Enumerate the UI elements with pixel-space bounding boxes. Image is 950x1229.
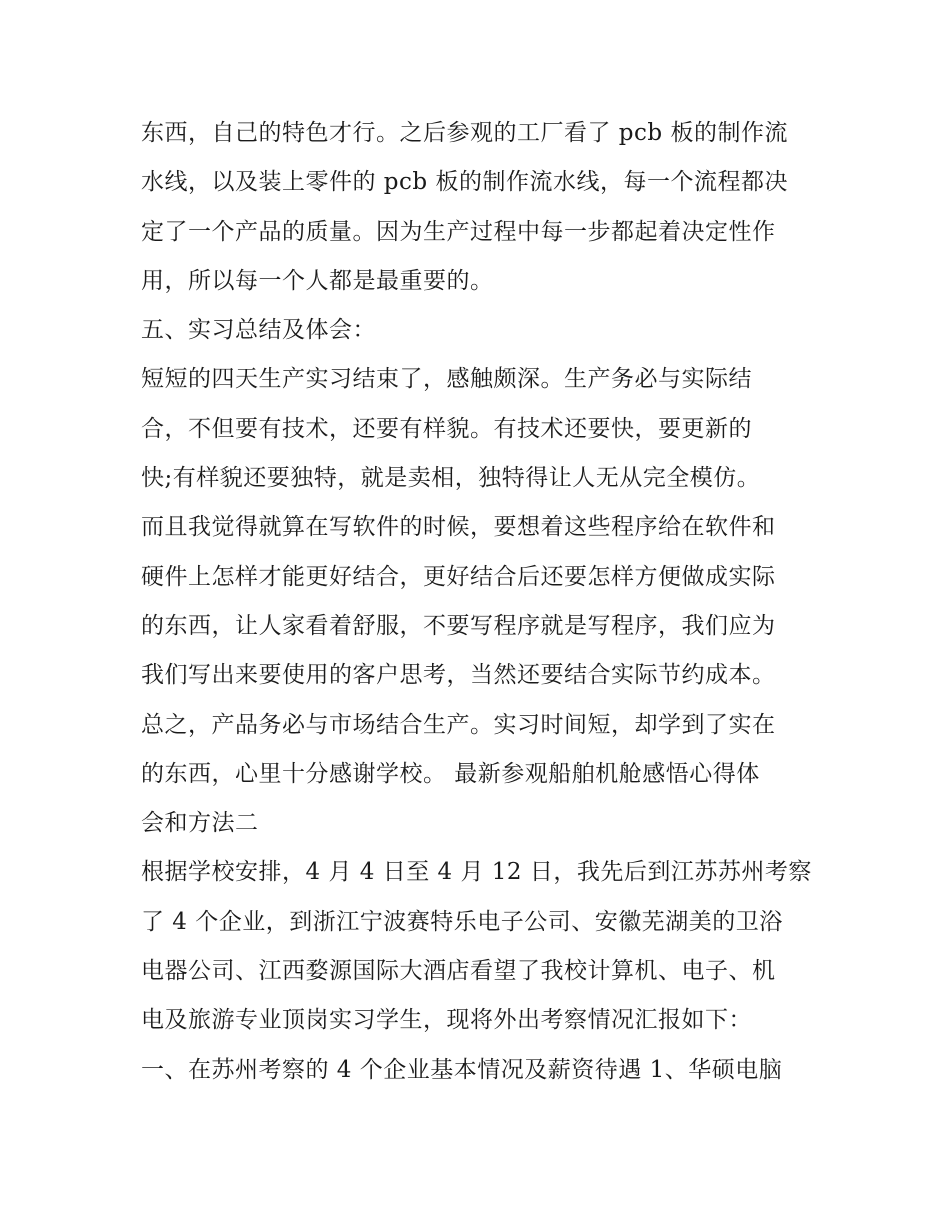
text-line-6: 短短的四天生产实习结束了，感触颇深。生产务必与实际结 xyxy=(141,366,752,393)
text-line-18: 电器公司、江西婺源国际大酒店看望了我校计算机、电子、机 xyxy=(141,958,776,985)
text-line-11: 的东西，让人家看着舒服，不要写程序就是写程序，我们应为 xyxy=(141,612,776,639)
text-line-7: 合，不但要有技术，还要有样貌。有技术还要快，要更新的 xyxy=(141,415,752,442)
text-line-10: 硬件上怎样才能更好结合，更好结合后还要怎样方便做成实际 xyxy=(141,563,776,590)
text-line-17: 了 4 个企业，到浙江宁波赛特乐电子公司、安徽芜湖美的卫浴 xyxy=(141,908,783,935)
text-line-16: 根据学校安排，4 月 4 日至 4 月 12 日，我先后到江苏苏州考察 xyxy=(141,859,812,886)
text-line-3: 定了一个产品的质量。因为生产过程中每一步都起着决定性作 xyxy=(141,218,776,245)
text-line-20: 一、在苏州考察的 4 个企业基本情况及薪资待遇 1、华硕电脑 xyxy=(141,1056,783,1083)
text-line-19: 电及旅游专业顶岗实习学生，现将外出考察情况汇报如下： xyxy=(141,1007,752,1034)
text-line-13: 总之，产品务必与市场结合生产。实习时间短，却学到了实在 xyxy=(141,711,776,738)
text-line-9: 而且我觉得就算在写软件的时候，要想着这些程序给在软件和 xyxy=(141,514,776,541)
text-line-14: 的东西，心里十分感谢学校。 最新参观船舶机舱感悟心得体 xyxy=(141,760,760,787)
text-line-4: 用，所以每一个人都是最重要的。 xyxy=(141,267,494,294)
text-line-8: 快;有样貌还要独特，就是卖相，独特得让人无从完全模仿。 xyxy=(141,465,761,492)
document-body xyxy=(141,109,831,1095)
text-line-15: 会和方法二 xyxy=(141,810,259,837)
section-heading: 五、实习总结及体会： xyxy=(141,317,376,344)
text-line-1: 东西，自己的特色才行。之后参观的工厂看了 pcb 板的制作流 xyxy=(141,120,788,146)
text-line-2: 水线，以及装上零件的 pcb 板的制作流水线，每一个流程都决 xyxy=(141,169,788,196)
text-line-12: 我们写出来要使用的客户思考，当然还要结合实际节约成本。 xyxy=(141,662,776,689)
